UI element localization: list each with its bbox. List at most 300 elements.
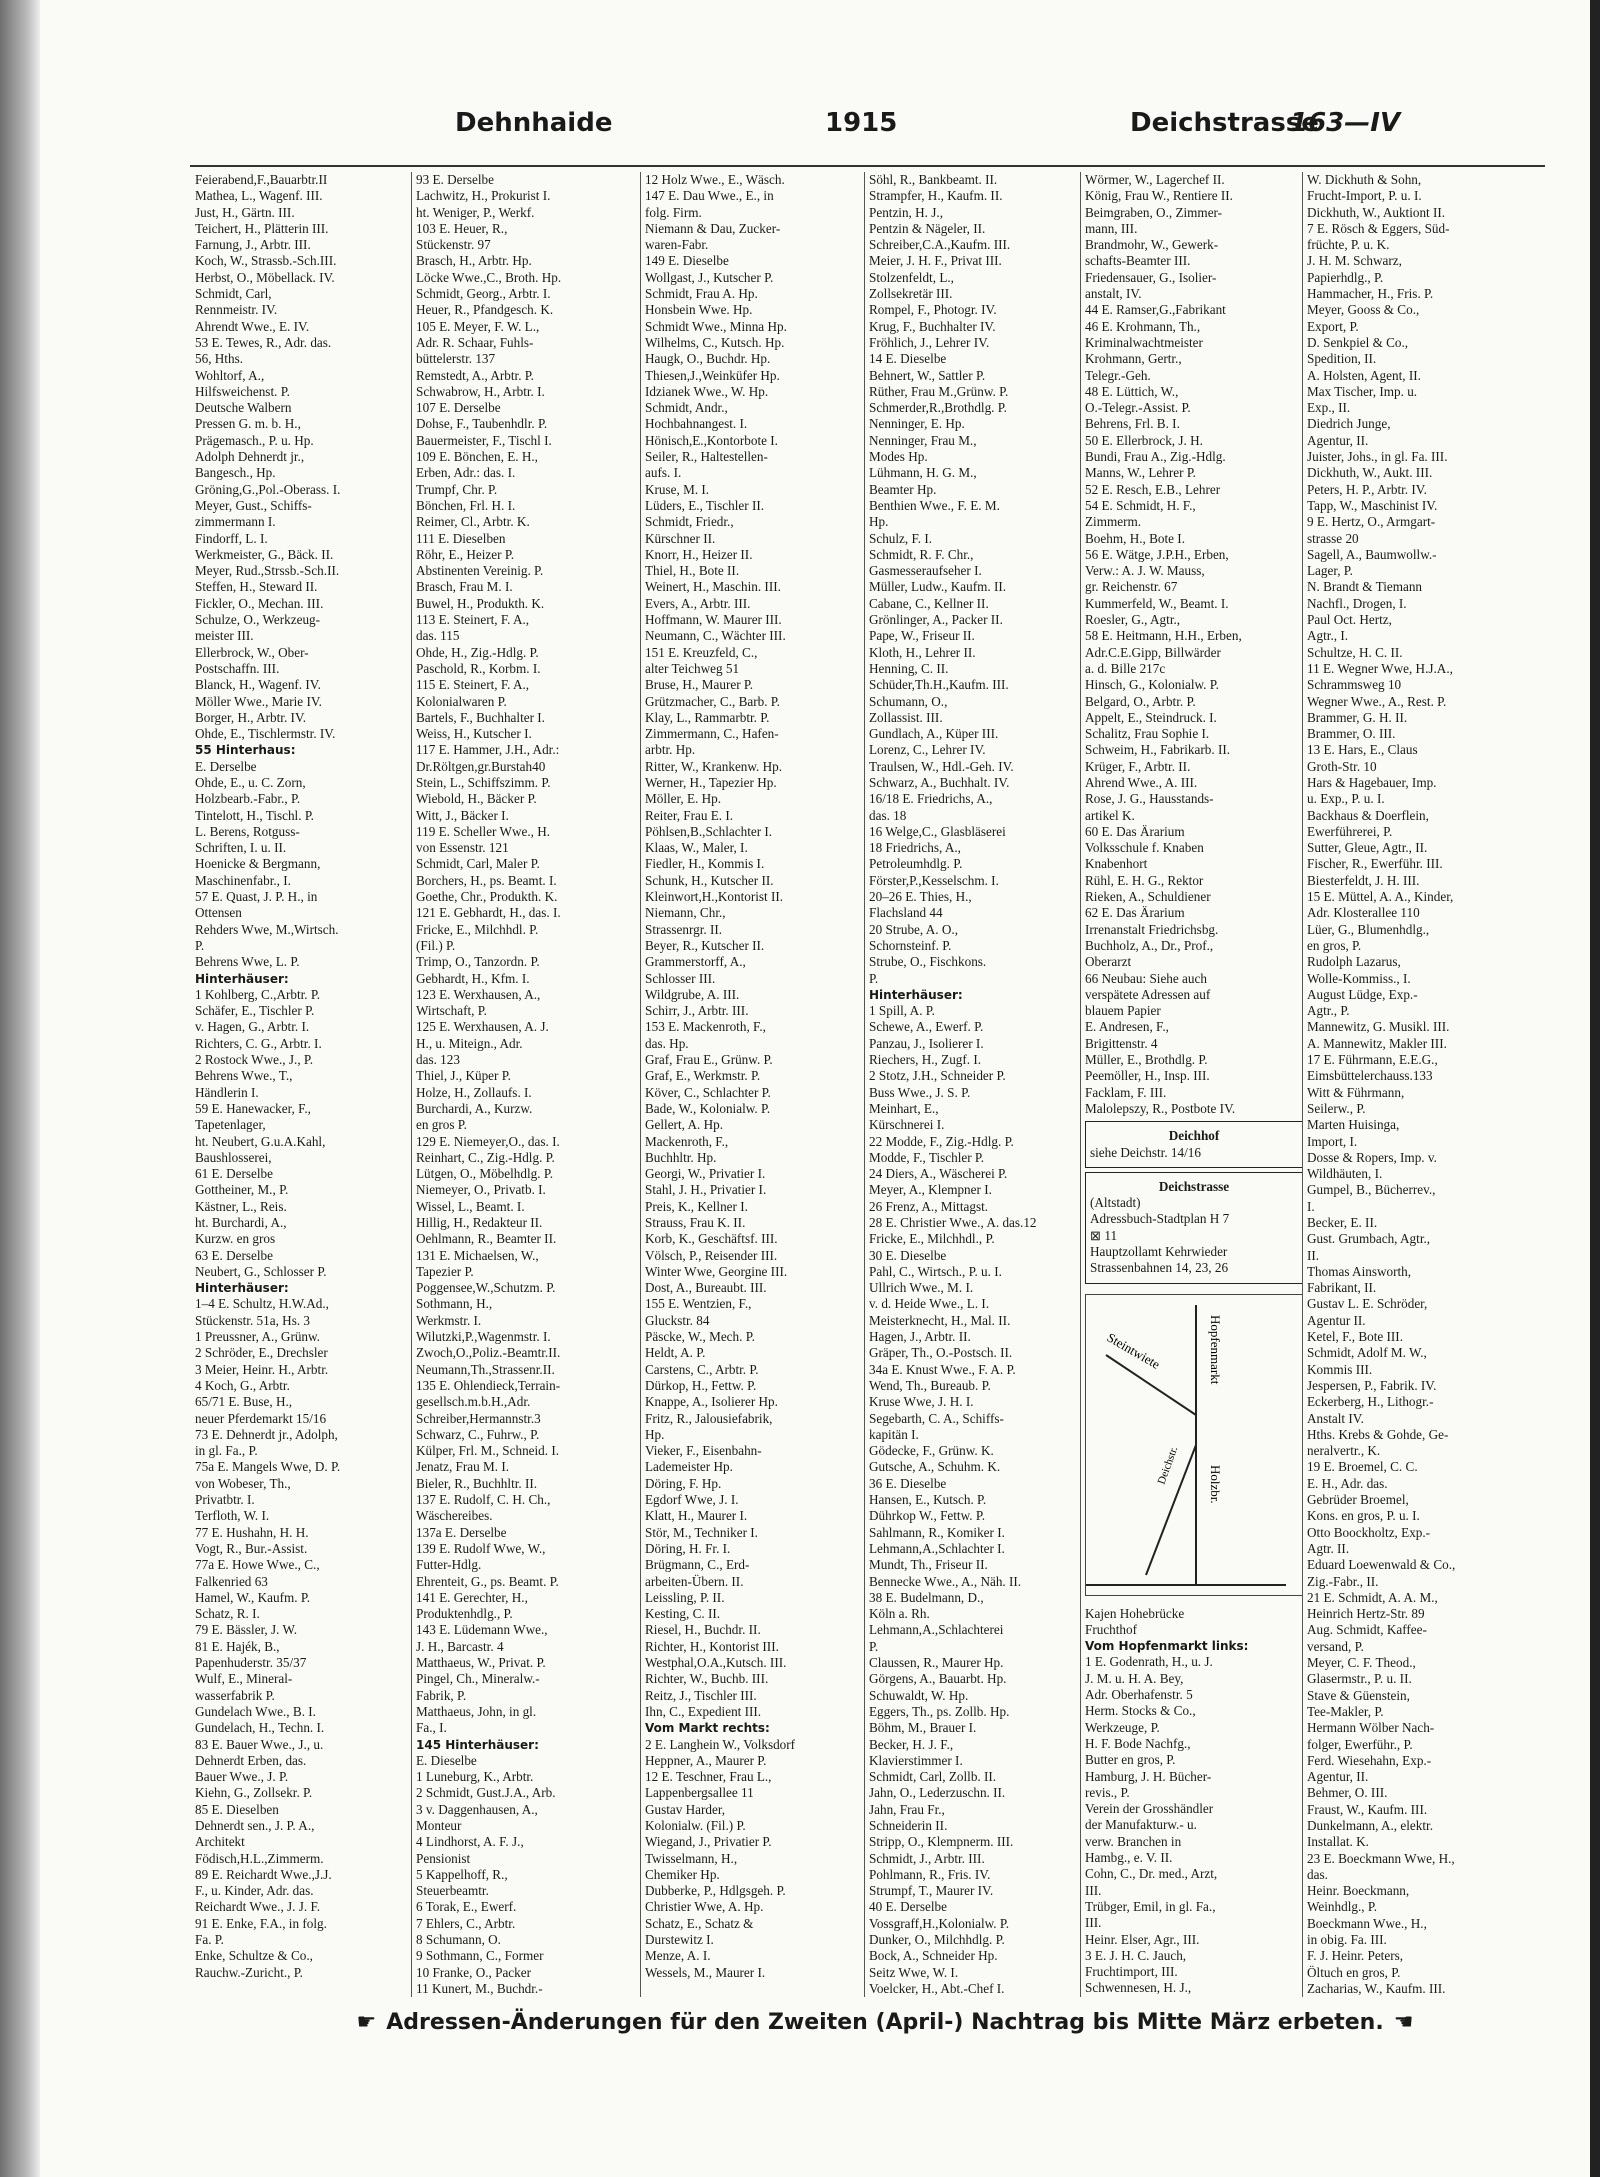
directory-entry: 9 Sothmann, C., Former	[416, 1948, 544, 1964]
directory-entry: Pressen G. m. b. H.,	[195, 416, 301, 432]
directory-entry: N. Brandt & Tiemann	[1307, 579, 1423, 595]
directory-entry: F. J. Heinr. Peters,	[1307, 1948, 1404, 1964]
directory-entry: Fricke, E., Milchhdl., P.	[869, 1231, 995, 1247]
directory-entry: Georgi, W., Privatier I.	[645, 1166, 766, 1182]
directory-entry: Gräper, Th., O.-Postsch. II.	[869, 1345, 1013, 1361]
directory-entry: Adr. Oberhafenstr. 5	[1085, 1687, 1193, 1703]
directory-entry: F., u. Kinder, Adr. das.	[195, 1883, 314, 1899]
directory-entry: Fricke, E., Milchhdl. P.	[416, 921, 539, 937]
directory-entry: Remstedt, A., Arbtr. P.	[416, 367, 534, 383]
directory-entry: Holze, H., Zollaufs. I.	[416, 1084, 532, 1100]
directory-entry: Thomas Ainsworth,	[1307, 1263, 1412, 1279]
directory-entry: arbtr. Hp.	[645, 742, 696, 758]
directory-entry: Falkenried 63	[195, 1573, 268, 1589]
directory-entry: 119 E. Scheller Wwe., H.	[416, 823, 551, 839]
directory-entry: Jenatz, Frau M. I.	[416, 1459, 510, 1475]
directory-entry: 46 E. Krohmann, Th.,	[1085, 318, 1201, 334]
directory-entry: Schunk, H., Kutscher II.	[645, 872, 774, 888]
directory-entry: Witt & Führmann,	[1307, 1084, 1405, 1100]
directory-entry: Hansen, E., Kutsch. P.	[869, 1492, 987, 1508]
directory-entry: Buwel, H., Produkth. K.	[416, 595, 545, 611]
directory-entry: Roesler, G., Agtr.,	[1085, 612, 1181, 628]
directory-entry: Zollassist. III.	[869, 709, 943, 725]
directory-entry: 24 Diers, A., Wäscherei P.	[869, 1166, 1008, 1182]
directory-entry: Jahn, O., Lederzuschn. II.	[869, 1785, 1006, 1801]
directory-entry: Schatz, R. I.	[195, 1606, 260, 1622]
directory-entry: Deutsche Walbern	[195, 400, 292, 416]
directory-entry: arbeiten-Übern. II.	[645, 1573, 744, 1589]
section-heading: Hinterhäuser:	[195, 1281, 289, 1296]
directory-entry: 135 E. Ohlendieck,Terrain-	[416, 1377, 561, 1393]
directory-entry: Krüger, F., Arbtr. II.	[1085, 758, 1191, 774]
directory-entry: Wegner Wwe., A., Rest. P.	[1307, 693, 1447, 709]
directory-entry: 105 E. Meyer, F. W. L.,	[416, 318, 540, 334]
directory-entry: Reiter, Frau E. I.	[645, 807, 734, 823]
directory-entry: Rehders Wwe, M.,Wirtsch.	[195, 921, 339, 937]
directory-entry: 16/18 E. Friedrichs, A.,	[869, 791, 993, 807]
footer-text: Adressen-Änderungen für den Zweiten (April-) Nachtrag bis Mitte März erbeten.	[386, 2010, 1384, 2035]
directory-entry: Rompel, F., Photogr. IV.	[869, 302, 997, 318]
directory-entry: 107 E. Derselbe	[416, 400, 501, 416]
directory-entry: Hermann Wölber Nach-	[1307, 1720, 1435, 1736]
directory-entry: Spedition, II.	[1307, 351, 1377, 367]
directory-entry: Durstewitz I.	[645, 1932, 714, 1948]
directory-entry: Werner, H., Tapezier Hp.	[645, 774, 777, 790]
directory-entry: Dr.Röltgen,gr.Burstah40	[416, 758, 546, 774]
directory-entry: E. H., Adr. das.	[1307, 1475, 1388, 1491]
directory-entry: Lappenbergsallee 11	[645, 1785, 754, 1801]
directory-entry: 139 E. Rudolf Wwe, W.,	[416, 1540, 546, 1556]
directory-entry: 22 Modde, F., Zig.-Hdlg. P.	[869, 1133, 1014, 1149]
directory-entry: Stein, L., Schiffszimm. P.	[416, 774, 551, 790]
directory-entry: Rennmeistr. IV.	[195, 302, 278, 318]
directory-entry: Meisterknecht, H., Mal. II.	[869, 1312, 1011, 1328]
directory-entry: Idzianek Wwe., W. Hp.	[645, 383, 769, 399]
directory-entry: Hilfsweichenst. P.	[195, 383, 290, 399]
directory-entry: 2 Rostock Wwe., J., P.	[195, 1052, 314, 1068]
directory-entry: Otto Boockholtz, Exp.-	[1307, 1524, 1431, 1540]
directory-entry: strasse 20	[1307, 530, 1359, 546]
directory-entry: Wiegand, J., Privatier P.	[645, 1834, 772, 1850]
directory-entry: Manns, W., Lehrer P.	[1085, 465, 1196, 481]
directory-entry: Hammacher, H., Fris. P.	[1307, 286, 1434, 302]
directory-entry: Brammer, G. H. II.	[1307, 709, 1408, 725]
directory-entry: Findorff, L. I.	[195, 530, 268, 546]
directory-entry: Kajen Hohebrücke	[1085, 1605, 1185, 1621]
directory-entry: 1 Preussner, A., Grünw.	[195, 1329, 320, 1345]
directory-entry: Preis, K., Kellner I.	[645, 1198, 748, 1214]
directory-entry: Twisselmann, H.,	[645, 1850, 738, 1866]
directory-entry: Adr.C.E.Gipp, Billwärder	[1085, 644, 1221, 660]
deichstrasse-box	[1085, 1172, 1303, 1284]
directory-entry: Verw.: A. J. W. Mauss,	[1085, 563, 1205, 579]
directory-entry: 2 E. Langhein W., Volksdorf	[645, 1736, 796, 1752]
directory-entry: Pohlmann, R., Fris. IV.	[869, 1866, 991, 1882]
directory-entry: Strube, O., Fischkons.	[869, 954, 987, 970]
directory-entry: Winter Wwe, Georgine III.	[645, 1263, 788, 1279]
directory-entry: Erben, Adr.: das. I.	[416, 465, 516, 481]
page-header	[190, 108, 1540, 144]
directory-entry: Borchers, H., ps. Beamt. I.	[416, 872, 557, 888]
directory-entry: Witt, J., Bäcker I.	[416, 807, 509, 823]
directory-entry: Strauss, Frau K. II.	[645, 1215, 746, 1230]
directory-entry: Herbst, O., Möbellack. IV.	[195, 269, 335, 285]
directory-entry: Bennecke Wwe., A., Näh. II.	[869, 1573, 1022, 1589]
directory-entry: Schäfer, E., Tischler P.	[195, 1003, 315, 1019]
directory-entry: 117 E. Hammer, J.H., Adr.:	[416, 742, 560, 758]
directory-entry: 15 E. Müttel, A. A., Kinder,	[1307, 889, 1454, 905]
directory-entry: Stave & Güenstein,	[1307, 1687, 1410, 1703]
directory-entry: Richter, W., Buchb. III.	[645, 1671, 769, 1687]
directory-entry: Schultze, H. C. II.	[1307, 644, 1403, 660]
directory-entry: Bruse, H., Maurer P.	[645, 677, 754, 693]
directory-entry: 21 E. Schmidt, A. A. M.,	[1307, 1589, 1438, 1605]
directory-entry: Heldt, A. P.	[645, 1345, 706, 1361]
directory-entry: Hochbahnangest. I.	[645, 416, 748, 432]
directory-entry: Dehnerdt sen., J. P. A.,	[195, 1817, 315, 1833]
directory-entry: Hars & Hagebauer, Imp.	[1307, 774, 1437, 790]
directory-entry: A. Holsten, Agent, II.	[1307, 367, 1421, 383]
directory-entry: Eimsbüttelerchauss.133	[1307, 1068, 1433, 1084]
directory-entry: Adr. R. Schaar, Fuhls-	[416, 334, 534, 350]
directory-entry: Hp.	[869, 514, 889, 530]
directory-entry: u. Exp., P. u. I.	[1307, 791, 1385, 807]
directory-entry: I.	[1307, 1198, 1315, 1214]
directory-entry: Möller Wwe., Marie IV.	[195, 693, 322, 709]
directory-entry: Dost, A., Bureaubt. III.	[645, 1280, 767, 1296]
directory-entry: folg. Firm.	[645, 204, 702, 220]
directory-entry: Ewerführerei, P.	[1307, 823, 1393, 839]
directory-entry: Kloth, H., Lehrer II.	[869, 644, 976, 660]
directory-entry: Dosse & Ropers, Imp. v.	[1307, 1149, 1437, 1165]
directory-entry: 66 Neubau: Siehe auch	[1085, 970, 1207, 986]
directory-entry: Ketel, F., Bote III.	[1307, 1329, 1403, 1345]
directory-entry: Riesel, H., Buchdr. II.	[645, 1622, 761, 1638]
directory-entry: das. 123	[416, 1052, 460, 1068]
directory-entry: Eggers, Th., ps. Zollb. Hp.	[869, 1703, 1010, 1719]
directory-entry: Förster,P.,Kesselschm. I.	[869, 872, 999, 888]
directory-entry: J. H. M. Schwarz,	[1307, 253, 1402, 269]
directory-entry: Installat. K.	[1307, 1834, 1369, 1850]
deichstrasse-info-line: Hauptzollamt Kehrwieder	[1090, 1244, 1228, 1259]
directory-entry: ht. Neubert, G.u.A.Kahl,	[195, 1133, 326, 1149]
directory-entry: Schatz, E., Schatz &	[645, 1915, 754, 1931]
directory-entry: Röhr, E., Heizer P.	[416, 546, 514, 562]
directory-entry: 12 E. Teschner, Frau L.,	[645, 1769, 772, 1785]
directory-entry: Baushlosserei,	[195, 1149, 272, 1165]
directory-entry: 14 E. Dieselbe	[869, 351, 947, 367]
directory-entry: Leissling, P. II.	[645, 1589, 725, 1605]
directory-entry: Beyer, R., Kutscher II.	[645, 937, 765, 953]
directory-entry: Weiss, H., Kutscher I.	[416, 726, 532, 742]
directory-entry: Wessels, M., Maurer I.	[645, 1964, 766, 1980]
directory-entry: Klay, L., Rammarbtr. P.	[645, 709, 770, 725]
directory-entry: Agentur, II.	[1307, 1769, 1369, 1785]
directory-entry: Agtr., I.	[1307, 628, 1349, 644]
directory-entry: v. d. Heide Wwe., L. I.	[869, 1296, 990, 1312]
directory-entry: revis., P.	[1085, 1784, 1130, 1800]
directory-entry: Borger, H., Arbtr. IV.	[195, 709, 307, 725]
directory-entry: Buss Wwe., J. S. P.	[869, 1084, 971, 1100]
directory-entry: 1 E. Godenrath, H., u. J.	[1085, 1654, 1213, 1670]
directory-entry: Modes Hp.	[869, 449, 928, 465]
directory-entry: Beimgraben, O., Zimmer-	[1085, 204, 1223, 220]
column-1	[195, 172, 407, 1997]
directory-entry: Dickhuth, W., Auktiont II.	[1307, 204, 1446, 220]
directory-entry: Schrammsweg 10	[1307, 677, 1402, 693]
directory-entry: Westphal,O.A.,Kutsch. III.	[645, 1655, 787, 1671]
directory-entry: Kürschner II.	[645, 530, 716, 546]
directory-entry: 63 E. Derselbe	[195, 1247, 273, 1263]
header-page-number: 163—IV	[1290, 108, 1401, 138]
directory-entry: neuer Pferdemarkt 15/16	[195, 1410, 327, 1426]
directory-entry: Jahn, Frau Fr.,	[869, 1801, 945, 1817]
directory-entry: 54 E. Schmidt, H. F.,	[1085, 497, 1196, 513]
directory-entry: Werkmeister, G., Bäck. II.	[195, 546, 334, 562]
directory-entry: Niemann, Chr.,	[645, 905, 726, 921]
directory-entry: O.-Telegr.-Assist. P.	[1085, 400, 1191, 416]
section-heading: Vom Markt rechts:	[645, 1721, 770, 1736]
directory-entry: Riechers, H., Zugf. I.	[869, 1052, 982, 1068]
directory-entry: Henning, C. II.	[869, 660, 949, 676]
directory-entry: Schmidt Wwe., Minna Hp.	[645, 318, 787, 334]
directory-entry: Kleinwort,H.,Kontorist II.	[645, 889, 784, 905]
directory-entry: P.	[869, 1638, 879, 1654]
directory-entry: Gutsche, A., Schuhm. K.	[869, 1459, 1001, 1475]
directory-entry: Korb, K., Geschäftsf. III.	[645, 1231, 778, 1247]
directory-entry: das. Hp.	[645, 1035, 689, 1051]
directory-entry: Telegr.-Geh.	[1085, 367, 1151, 383]
directory-entry: Krug, F., Buchhalter IV.	[869, 318, 996, 334]
directory-entry: Heinr. Boeckmann,	[1307, 1883, 1410, 1899]
directory-entry: 50 E. Ellerbrock, J. H.	[1085, 432, 1203, 448]
directory-entry: Dürkop, H., Fettw. P.	[645, 1377, 757, 1393]
column-6	[1302, 172, 1537, 1997]
directory-entry: Zacharias, W., Kaufm. III.	[1307, 1980, 1446, 1996]
directory-entry: Biesterfeldt, J. H. III.	[1307, 872, 1420, 888]
directory-entry: Behnert, W., Sattler P.	[869, 367, 986, 383]
directory-entry: W. Dickhuth & Sohn,	[1307, 172, 1422, 187]
directory-entry: 6 Torak, E., Ewerf.	[416, 1899, 517, 1915]
directory-entry: Just, H., Gärtn. III.	[195, 204, 295, 220]
directory-entry: Hambg., e. V. II.	[1085, 1850, 1173, 1866]
directory-entry: Benthien Wwe., F. E. M.	[869, 497, 1000, 513]
directory-entry: Kolonialwaren P.	[416, 693, 507, 709]
directory-entry: 40 E. Derselbe	[869, 1899, 947, 1915]
directory-entry: Brasch, H., Arbtr. Hp.	[416, 253, 532, 269]
directory-entry: Matthaeus, John, in gl.	[416, 1703, 537, 1719]
directory-entry: 44 E. Ramser,G.,Fabrikant	[1085, 302, 1226, 318]
directory-entry: Farnung, J., Arbtr. III.	[195, 237, 311, 253]
directory-entry: Schalitz, Frau Sophie I.	[1085, 726, 1210, 742]
header-left-street: Dehnhaide	[455, 108, 613, 138]
directory-entry: Kurzw. en gros	[195, 1231, 276, 1247]
directory-entry: Ritter, W., Krankenw. Hp.	[645, 758, 783, 774]
directory-entry: Stör, M., Techniker I.	[645, 1524, 758, 1540]
directory-entry: 79 E. Bässler, J. W.	[195, 1622, 298, 1638]
page-binding-edge	[0, 0, 40, 2177]
directory-entry: Chemiker Hp.	[645, 1866, 720, 1882]
directory-entry: Friedensauer, G., Isolier-	[1085, 269, 1217, 285]
directory-entry: Klatt, H., Maurer I.	[645, 1508, 748, 1524]
deichhof-title: Deichhof	[1168, 1128, 1220, 1144]
directory-entry: Nenninger, Frau M.,	[869, 432, 977, 448]
map-label-hopfenmarkt: Hopfenmarkt	[1208, 1314, 1223, 1384]
directory-entry: Schumann, O.,	[869, 693, 948, 709]
directory-entry: 58 E. Heitmann, H.H., Erben,	[1085, 628, 1242, 644]
directory-entry: Dehnerdt Erben, das.	[195, 1752, 307, 1768]
directory-entry: Stückenstr. 97	[416, 237, 491, 253]
directory-entry: II.	[1307, 1247, 1320, 1263]
directory-entry: 151 E. Kreuzfeld, C.,	[645, 644, 758, 660]
directory-entry: Strassenrgr. II.	[645, 921, 723, 937]
directory-entry: Neubert, G., Schlosser P.	[195, 1263, 327, 1279]
directory-entry: 12 Holz Wwe., E., Wäsch.	[645, 172, 785, 187]
directory-entry: Volksschule f. Knaben	[1085, 840, 1204, 856]
directory-entry: Lorenz, C., Lehrer IV.	[869, 742, 986, 758]
directory-entry: Stahl, J. H., Privatier I.	[645, 1182, 767, 1198]
directory-entry: alter Teichweg 51	[645, 660, 740, 676]
directory-entry: Löcke Wwe.,C., Broth. Hp.	[416, 269, 562, 285]
directory-entry: Lühmann, H. G. M.,	[869, 465, 977, 481]
directory-entry: 149 E. Dieselbe	[645, 253, 729, 269]
directory-entry: Böhm, M., Brauer I.	[869, 1720, 977, 1736]
directory-entry: Blanck, H., Wagenf. IV.	[195, 677, 321, 693]
directory-entry: Fritz, R., Jalousiefabrik,	[645, 1410, 773, 1426]
deichstrasse-title: Deichstrasse	[1158, 1178, 1230, 1194]
directory-entry: Tee-Makler, P.	[1307, 1703, 1384, 1719]
directory-entry: Görgens, A., Bauarbt. Hp.	[869, 1671, 1007, 1687]
directory-entry: Mackenroth, F.,	[645, 1133, 729, 1149]
pointing-hand-icon: ☚	[1393, 2010, 1414, 2035]
section-heading: 145 Hinterhäuser:	[416, 1737, 539, 1752]
directory-entry: büttelerstr. 137	[416, 351, 496, 367]
directory-entry: Kiehn, G., Zollsekr. P.	[195, 1785, 313, 1801]
directory-entry: Honsbein Wwe. Hp.	[645, 302, 753, 318]
deichstrasse-info-line: Strassenbahnen 14, 23, 26	[1090, 1260, 1229, 1276]
directory-entry: Butter en gros, P.	[1085, 1752, 1176, 1768]
directory-entry: Papenhuderstr. 35/37	[195, 1655, 307, 1671]
directory-entry: 137a E. Derselbe	[416, 1524, 507, 1540]
directory-entry: Öltuch en gros, P.	[1307, 1964, 1401, 1980]
directory-entry: das.	[1307, 1866, 1328, 1882]
directory-entry: Sahlmann, R., Komiker I.	[869, 1524, 1005, 1540]
directory-entry: Schwabrow, H., Arbtr. I.	[416, 383, 545, 399]
directory-entry: Pentzin & Nägeler, II.	[869, 220, 986, 236]
directory-entry: Schuwaldt, W. Hp.	[869, 1687, 969, 1703]
directory-entry: August Lüdge, Exp.-	[1307, 986, 1418, 1002]
map-label-holzbr: Holzbr.	[1208, 1464, 1223, 1504]
directory-entry: Hths. Krebs & Gohde, Ge-	[1307, 1426, 1449, 1442]
directory-entry: Export, P.	[1307, 318, 1359, 334]
directory-entry: Fruchthof	[1085, 1621, 1138, 1637]
directory-entry: in obig. Fa. III.	[1307, 1932, 1387, 1948]
directory-entry: Wulf, E., Mineral-	[195, 1671, 293, 1687]
directory-entry: Hamburg, J. H. Bücher-	[1085, 1768, 1212, 1784]
directory-entry: Facklam, F. III.	[1085, 1084, 1167, 1100]
directory-entry: Bauer Wwe., J. P.	[195, 1769, 289, 1785]
directory-entry: Sagell, A., Baumwollw.-	[1307, 546, 1437, 562]
directory-entry: Nachfl., Drogen, I.	[1307, 595, 1407, 611]
directory-entry: 9 E. Hertz, O., Armgart-	[1307, 514, 1436, 530]
header-rule	[190, 165, 1545, 167]
street-map	[1085, 1294, 1303, 1596]
directory-entry: Meyer, C. F. Theod.,	[1307, 1655, 1416, 1671]
directory-entry: Tintelott, H., Tischl. P.	[195, 807, 314, 823]
directory-entry: Lademeister Hp.	[645, 1459, 733, 1475]
directory-entry: Zig.-Fabr., II.	[1307, 1573, 1379, 1589]
directory-entry: Ehrenteit, G., ps. Beamt. P.	[416, 1573, 559, 1589]
directory-entry: Händlerin I.	[195, 1084, 259, 1100]
directory-entry: Behrens Wwe., T.,	[195, 1068, 293, 1084]
directory-entry: das. 115	[416, 628, 460, 644]
directory-entry: Agentur II.	[1307, 1312, 1366, 1328]
directory-entry: Trimp, O., Tanzordn. P.	[416, 954, 540, 970]
directory-entry: zimmermann I.	[195, 514, 276, 530]
directory-entry: schafts-Beamter III.	[1085, 253, 1191, 269]
directory-entry: Neumann, C., Wächter III.	[645, 628, 786, 644]
directory-entry: Verein der Grosshändler	[1085, 1801, 1214, 1817]
directory-entry: verw. Branchen in	[1085, 1833, 1182, 1849]
directory-entry: der Manufakturw.- u.	[1085, 1817, 1197, 1833]
directory-entry: Meyer, A., Klempner I.	[869, 1182, 992, 1198]
directory-entry: Neumann,Th.,Strassenr.II.	[416, 1361, 555, 1377]
directory-entry: Klavierstimmer I.	[869, 1752, 963, 1768]
directory-entry: Döring, F. Hp.	[645, 1475, 722, 1491]
directory-entry: kapitän I.	[869, 1426, 919, 1442]
directory-entry: 1 Luneburg, K., Arbtr.	[416, 1769, 534, 1785]
directory-entry: Frucht-Import, P. u. I.	[1307, 188, 1422, 204]
directory-entry: Schmidt, Carl,	[195, 286, 272, 302]
directory-entry: 11 E. Wegner Wwe, H.J.A.,	[1307, 660, 1453, 676]
directory-entry: en gros P.	[416, 1117, 467, 1133]
header-year: 1915	[825, 108, 898, 138]
directory-entry: Brammer, O. III.	[1307, 726, 1396, 742]
directory-entry: 7 E. Rösch & Eggers, Süd-	[1307, 220, 1450, 236]
directory-entry: 85 E. Dieselben	[195, 1801, 279, 1817]
directory-entry: Sutter, Gleue, Agtr., II.	[1307, 840, 1428, 856]
directory-entry: 73 E. Dehnerdt jr., Adolph,	[195, 1426, 338, 1442]
directory-entry: Gebrüder Broemel,	[1307, 1492, 1409, 1508]
directory-entry: Schmidt, R. F. Chr.,	[869, 546, 974, 562]
directory-entry: Egdorf Wwe, J. I.	[645, 1492, 739, 1508]
directory-entry: blauem Papier	[1085, 1003, 1161, 1019]
directory-entry: Schmidt, Georg., Arbtr. I.	[416, 286, 551, 302]
directory-entry: Klaas, W., Maler, I.	[645, 840, 748, 856]
directory-entry: Gustav Harder,	[645, 1801, 726, 1817]
directory-entry: E. Andresen, F.,	[1085, 1019, 1169, 1035]
directory-entry: Enke, Schultze & Co.,	[195, 1948, 313, 1964]
directory-entry: 5 Kappelhoff, R.,	[416, 1866, 508, 1882]
directory-entry: 65/71 E. Buse, H.,	[195, 1394, 293, 1410]
directory-entry: Wilhelms, C., Kutsch. Hp.	[645, 334, 785, 350]
directory-entry: Gödecke, F., Grünw. K.	[869, 1443, 994, 1459]
directory-entry: 129 E. Niemeyer,O., das. I.	[416, 1133, 560, 1149]
directory-entry: Schmidt, Adolf M. W.,	[1307, 1345, 1427, 1361]
directory-entry: Fiedler, H., Kommis I.	[645, 856, 765, 872]
directory-entry: Christier Wwe, A. Hp.	[645, 1899, 764, 1915]
directory-entry: Wörmer, W., Lagerchef II.	[1085, 172, 1225, 187]
directory-entry: 48 E. Lüttich, W.,	[1085, 383, 1179, 399]
directory-entry: Fraust, W., Kaufm. III.	[1307, 1801, 1428, 1817]
directory-entry: Futter-Hdlg.	[416, 1557, 482, 1573]
directory-entry: Kruse, M. I.	[645, 481, 710, 497]
directory-entry: Max Tischer, Imp. u.	[1307, 383, 1418, 399]
directory-entry: 153 E. Mackenroth, F.,	[645, 1019, 766, 1035]
directory-entry: Schwarz, A., Buchhalt. IV.	[869, 774, 1010, 790]
directory-entry: Graf, Frau E., Grünw. P.	[645, 1052, 773, 1068]
directory-entry: 75a E. Mangels Wwe, D. P.	[195, 1459, 341, 1475]
